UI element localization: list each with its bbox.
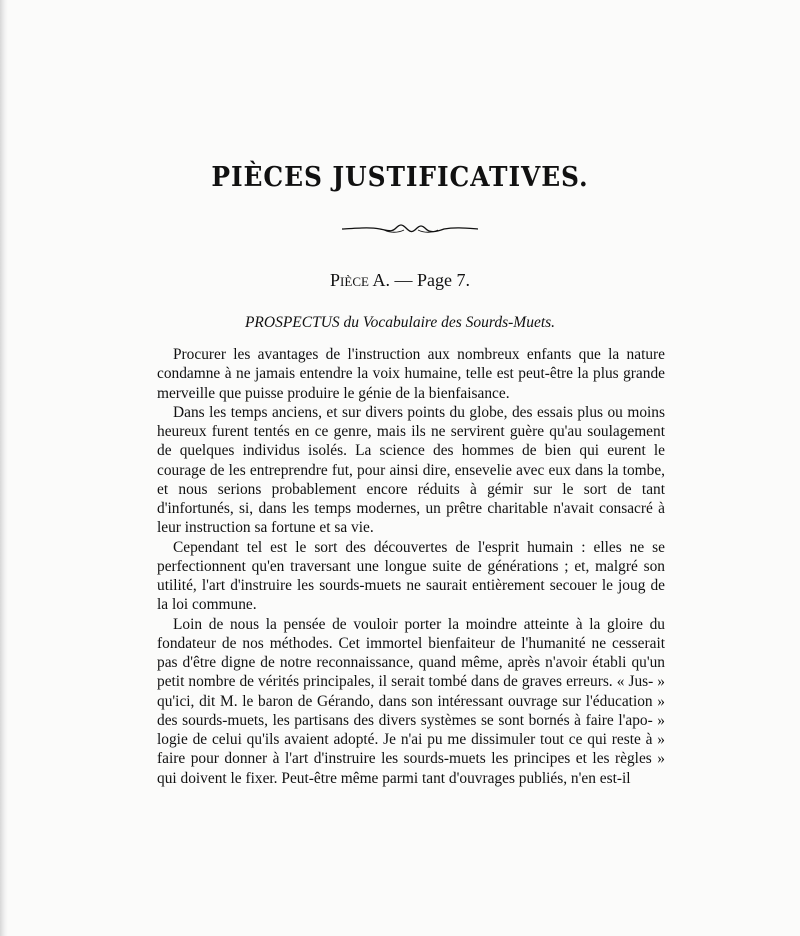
piece-heading: [0, 270, 800, 291]
document-subtitle: PROSPECTUS du Vocabulaire des Sourds-Muets.: [244, 314, 556, 331]
page-title: PIÈCES JUSTIFICATIVES.: [211, 162, 589, 193]
title-ornament-divider: [340, 222, 480, 236]
paragraph: Loin de nous la pensée de vouloir porter la moindre atteinte à la gloire du fondateur de nos méthodes. Cet immortel bienfaiteur de l'humanité ne cesserait pas d'être digne de notre reconnaissance, quand même, après n'avoir établi qu'un petit nombre de vérités principales, il serait tombé dans de graves erreurs. « Jus- » qu'ici, dit M. le baron de Gérando, dans son intéressant ouvrage sur l'éducation » des sourds-muets, les partisans des divers systèmes se sont bornés à faire l'apo- » logie de celui qu'ils avaient adopté. Je n'ai pu me dissimuler tout ce qui reste à » faire pour donner à l'art d'instruire les sourds-muets les principes et les règles » qui doivent le fixer. Peut-être même parmi tant d'ouvrages publiés, n'en est-il: [157, 615, 665, 787]
page-edge-shadow: [0, 0, 8, 936]
piece-heading-label: Pièce: [330, 270, 369, 290]
paragraph: Dans les temps anciens, et sur divers points du globe, des essais plus ou moins heureux furent tentés en ce genre, mais ils ne servirent guère qu'au soulagement de quelques individus isolés. La science des hommes de bien qui eurent le courage de les entreprendre fut, pour ainsi dire, ensevelie avec eux dans la tombe, et nous serions probablement encore réduits à gémir sur le sort de tant d'infortunés, si, dans les temps modernes, un prêtre charitable n'avait consacré à leur instruction sa fortune et sa vie.: [157, 403, 665, 537]
paragraph: Procurer les avantages de l'instruction aux nombreux enfants que la nature condamne à ne jamais entendre la voix humaine, telle est peut-être la plus grande merveille que puisse produire le génie de la bienfaisance.: [157, 346, 665, 402]
body-text: [157, 345, 665, 788]
piece-heading-reference: A. — Page 7.: [368, 270, 470, 290]
paragraph: Cependant tel est le sort des découvertes de l'esprit humain : elles ne se perfectionnent qu'en traversant une longue suite de générations ; et, malgré son utilité, l'art d'instruire les sourds-muets ne saurait entièrement secouer le joug de la loi commune.: [157, 538, 665, 614]
